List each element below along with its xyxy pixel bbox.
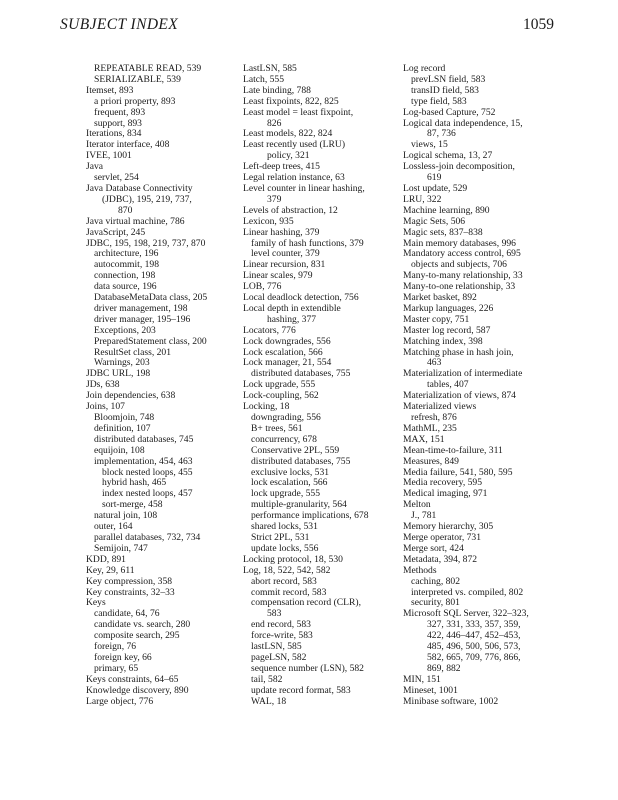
index-subentry: update locks, 556	[251, 542, 319, 554]
index-entry: Least models, 822, 824	[243, 128, 333, 140]
index-subentry: distributed databases, 745	[94, 433, 194, 445]
index-entry: Knowledge discovery, 890	[86, 684, 189, 696]
index-entry: KDD, 891	[86, 553, 126, 565]
index-entry: Many-to-one relationship, 33	[403, 281, 516, 293]
index-continuation: 582, 665, 709, 776, 866,	[427, 651, 521, 663]
index-entry: Locking protocol, 18, 530	[243, 553, 343, 565]
index-entry: Local depth in extendible	[243, 302, 341, 314]
index-continuation: (JDBC), 195, 219, 737,	[102, 193, 192, 205]
index-entry: Measures, 849	[403, 455, 459, 467]
index-subentry: interpreted vs. compiled, 802	[411, 586, 524, 598]
index-entry: Matching phase in hash join,	[403, 346, 514, 358]
index-entry: Metadata, 394, 872	[403, 553, 478, 565]
index-entry: Mineset, 1001	[403, 684, 458, 696]
index-subentry: J., 781	[411, 510, 437, 522]
index-subentry: concurrency, 678	[251, 433, 317, 445]
index-entry: Logical schema, 13, 27	[403, 150, 493, 162]
index-entry: Master copy, 751	[403, 313, 470, 325]
index-entry: Microsoft SQL Server, 322–323,	[403, 608, 529, 620]
index-entry: Master log record, 587	[403, 324, 491, 336]
index-subentry: Warnings, 203	[94, 357, 150, 369]
index-entry: Many-to-many relationship, 33	[403, 270, 523, 282]
index-subentry: sequence number (LSN), 582	[251, 662, 364, 674]
index-subentry: foreign key, 66	[94, 651, 152, 663]
index-entry: Materialized views	[403, 401, 477, 413]
index-entry: Main memory databases, 996	[403, 237, 516, 249]
page-header	[60, 16, 554, 40]
index-subentry: objects and subjects, 706	[411, 259, 507, 271]
index-continuation: block nested loops, 455	[102, 466, 193, 478]
index-subentry: performance implications, 678	[251, 510, 369, 522]
index-subentry: definition, 107	[94, 422, 151, 434]
index-column-1	[86, 64, 236, 707]
index-entry: JavaScript, 245	[86, 226, 146, 238]
index-entry: Log-based Capture, 752	[403, 106, 496, 118]
index-entry: Lock manager, 21, 554	[243, 357, 332, 369]
index-continuation: 379	[267, 193, 282, 205]
index-entry: Log record	[403, 63, 446, 74]
index-entry: Linear hashing, 379	[243, 226, 320, 238]
index-entry: Left-deep trees, 415	[243, 161, 320, 173]
index-entry: Lossless-join decomposition,	[403, 161, 515, 173]
index-entry: Melton	[403, 499, 431, 511]
index-entry: Merge sort, 424	[403, 542, 464, 554]
index-entry: Iterator interface, 408	[86, 139, 170, 151]
index-subentry: WAL, 18	[251, 695, 287, 707]
index-subentry: security, 801	[411, 597, 460, 609]
index-subentry: REPEATABLE READ, 539	[94, 63, 202, 74]
index-entry: Java	[86, 161, 104, 173]
index-entry: MathML, 235	[403, 422, 457, 434]
index-entry: Latch, 555	[243, 73, 285, 85]
index-continuation: sort-merge, 458	[102, 499, 163, 511]
index-entry: Lock-coupling, 562	[243, 390, 319, 402]
index-subentry: DatabaseMetaData class, 205	[94, 292, 208, 304]
index-subentry: lastLSN, 585	[251, 641, 302, 653]
index-subentry: level counter, 379	[251, 248, 320, 260]
index-entry: MIN, 151	[403, 673, 441, 685]
index-subentry: type field, 583	[411, 95, 467, 107]
index-entry: JDBC, 195, 198, 219, 737, 870	[86, 237, 206, 249]
index-subentry: caching, 802	[411, 575, 461, 587]
index-column-2	[243, 64, 393, 707]
index-entry: LRU, 322	[403, 193, 442, 205]
index-entry: Lock escalation, 566	[243, 346, 323, 358]
index-subentry: candidate vs. search, 280	[94, 619, 191, 631]
index-subentry: exclusive locks, 531	[251, 466, 330, 478]
index-entry: Machine learning, 890	[403, 204, 490, 216]
index-entry: Locking, 18	[243, 401, 290, 413]
index-entry: Level counter in linear hashing,	[243, 182, 365, 194]
index-subentry: foreign, 76	[94, 641, 137, 653]
index-continuation: 583	[267, 608, 282, 620]
index-entry: Mean-time-to-failure, 311	[403, 444, 503, 456]
index-entry: Local deadlock detection, 756	[243, 292, 359, 304]
index-entry: Memory hierarchy, 305	[403, 521, 494, 533]
index-continuation: hybrid hash, 465	[102, 477, 167, 489]
page-number: 1059	[523, 16, 554, 33]
index-entry: Mandatory access control, 695	[403, 248, 521, 260]
index-entry: Lock upgrade, 555	[243, 379, 316, 391]
index-entry: Least model = least fixpoint,	[243, 106, 354, 118]
index-subentry: abort record, 583	[251, 575, 317, 587]
index-entry: Java Database Connectivity	[86, 182, 193, 194]
index-subentry: primary, 65	[94, 662, 139, 674]
index-subentry: views, 15	[411, 139, 448, 151]
index-entry: Least fixpoints, 822, 825	[243, 95, 339, 107]
index-continuation: 485, 496, 500, 506, 573,	[427, 641, 521, 653]
index-subentry: composite search, 295	[94, 630, 180, 642]
index-entry: JDs, 638	[86, 379, 120, 391]
index-entry: MAX, 151	[403, 433, 445, 445]
index-entry: Itemset, 893	[86, 84, 134, 96]
index-subentry: driver manager, 195–196	[94, 313, 191, 325]
index-subentry: end record, 583	[251, 619, 311, 631]
index-subentry: SERIALIZABLE, 539	[94, 73, 181, 85]
index-entry: Least recently used (LRU)	[243, 139, 346, 151]
index-subentry: force-write, 583	[251, 630, 313, 642]
index-subentry: B+ trees, 561	[251, 422, 303, 434]
index-subentry: refresh, 876	[411, 412, 457, 423]
index-entry: Locators, 776	[243, 324, 296, 336]
index-subentry: shared locks, 531	[251, 521, 318, 533]
index-continuation: tables, 407	[427, 379, 469, 391]
index-column-3	[403, 64, 568, 707]
index-subentry: servlet, 254	[94, 172, 139, 184]
index-subentry: Semijoin, 747	[94, 542, 148, 554]
index-continuation: index nested loops, 457	[102, 488, 193, 500]
index-entry: Keys	[86, 597, 106, 609]
index-continuation: 422, 446–447, 452–453,	[427, 630, 521, 642]
index-entry: Matching index, 398	[403, 335, 483, 347]
index-subentry: equijoin, 108	[94, 444, 145, 456]
index-entry: Keys constraints, 64–65	[86, 673, 179, 685]
index-entry: Lost update, 529	[403, 182, 468, 194]
index-continuation: 327, 331, 333, 357, 359,	[427, 619, 521, 631]
index-subentry: natural join, 108	[94, 510, 158, 522]
index-continuation: 463	[427, 357, 442, 369]
index-entry: Java virtual machine, 786	[86, 215, 185, 227]
index-subentry: connection, 198	[94, 270, 156, 282]
index-entry: LastLSN, 585	[243, 63, 297, 74]
index-subentry: update record format, 583	[251, 684, 351, 696]
index-subentry: Strict 2PL, 531	[251, 531, 310, 543]
index-continuation: hashing, 377	[267, 313, 317, 325]
index-entry: LOB, 776	[243, 281, 282, 293]
index-entry: Log, 18, 522, 542, 582	[243, 564, 331, 576]
index-subentry: frequent, 893	[94, 106, 146, 118]
index-entry: Key constraints, 32–33	[86, 586, 175, 598]
index-entry: Magic sets, 837–838	[403, 226, 483, 238]
index-subentry: distributed databases, 755	[251, 455, 351, 467]
index-entry: Legal relation instance, 63	[243, 172, 345, 184]
index-entry: Large object, 776	[86, 695, 154, 707]
index-entry: Lexicon, 935	[243, 215, 294, 227]
index-continuation: policy, 321	[267, 150, 310, 162]
index-entry: Methods	[403, 564, 437, 576]
index-subentry: compensation record (CLR),	[251, 597, 362, 609]
index-subentry: a priori property, 893	[94, 95, 176, 107]
index-entry: Minibase software, 1002	[403, 695, 499, 707]
index-subentry: commit record, 583	[251, 586, 327, 598]
index-entry: Lock downgrades, 556	[243, 335, 331, 347]
index-subentry: downgrading, 556	[251, 412, 321, 423]
index-entry: Magic Sets, 506	[403, 215, 466, 227]
index-entry: Key, 29, 611	[86, 564, 135, 576]
index-entry: Levels of abstraction, 12	[243, 204, 338, 216]
index-subentry: Conservative 2PL, 559	[251, 444, 340, 456]
index-entry: Join dependencies, 638	[86, 390, 176, 402]
index-entry: Iterations, 834	[86, 128, 142, 140]
index-subentry: lock escalation, 566	[251, 477, 328, 489]
index-continuation: 619	[427, 172, 442, 184]
index-entry: Logical data independence, 15,	[403, 117, 523, 129]
index-subentry: architecture, 196	[94, 248, 159, 260]
index-subentry: candidate, 64, 76	[94, 608, 160, 620]
index-entry: Materialization of intermediate	[403, 368, 523, 380]
index-subentry: multiple-granularity, 564	[251, 499, 347, 511]
index-subentry: Bloomjoin, 748	[94, 412, 155, 423]
index-subentry: pageLSN, 582	[251, 651, 307, 663]
index-entry: Medical imaging, 971	[403, 488, 488, 500]
index-entry: Linear recursion, 831	[243, 259, 326, 271]
index-entry: Media recovery, 595	[403, 477, 483, 489]
index-continuation: 869, 882	[427, 662, 461, 674]
index-subentry: autocommit, 198	[94, 259, 160, 271]
index-subentry: driver management, 198	[94, 302, 188, 314]
index-entry: Linear scales, 979	[243, 270, 313, 282]
index-subentry: support, 893	[94, 117, 142, 129]
index-entry: IVEE, 1001	[86, 150, 132, 162]
index-entry: Media failure, 541, 580, 595	[403, 466, 513, 478]
index-continuation: 87, 736	[427, 128, 456, 140]
index-subentry: implementation, 454, 463	[94, 455, 193, 467]
index-subentry: lock upgrade, 555	[251, 488, 321, 500]
index-entry: JDBC URL, 198	[86, 368, 151, 380]
index-subentry: outer, 164	[94, 521, 133, 533]
index-subentry: tail, 582	[251, 673, 283, 685]
index-subentry: ResultSet class, 201	[94, 346, 172, 358]
index-entry: Markup languages, 226	[403, 302, 494, 314]
running-title: SUBJECT INDEX	[60, 16, 179, 33]
index-subentry: distributed databases, 755	[251, 368, 351, 380]
index-subentry: prevLSN field, 583	[411, 73, 486, 85]
index-entry: Merge operator, 731	[403, 531, 482, 543]
index-subentry: Exceptions, 203	[94, 324, 156, 336]
index-entry: Late binding, 788	[243, 84, 311, 96]
index-subentry: data source, 196	[94, 281, 157, 293]
index-subentry: family of hash functions, 379	[251, 237, 364, 249]
index-entry: Market basket, 892	[403, 292, 477, 304]
index-entry: Materialization of views, 874	[403, 390, 516, 402]
index-subentry: parallel databases, 732, 734	[94, 531, 201, 543]
index-entry: Joins, 107	[86, 401, 125, 413]
index-subentry: transID field, 583	[411, 84, 479, 96]
index-subentry: PreparedStatement class, 200	[94, 335, 207, 347]
index-continuation: 826	[267, 117, 282, 129]
index-continuation: 870	[118, 204, 133, 216]
index-entry: Key compression, 358	[86, 575, 173, 587]
